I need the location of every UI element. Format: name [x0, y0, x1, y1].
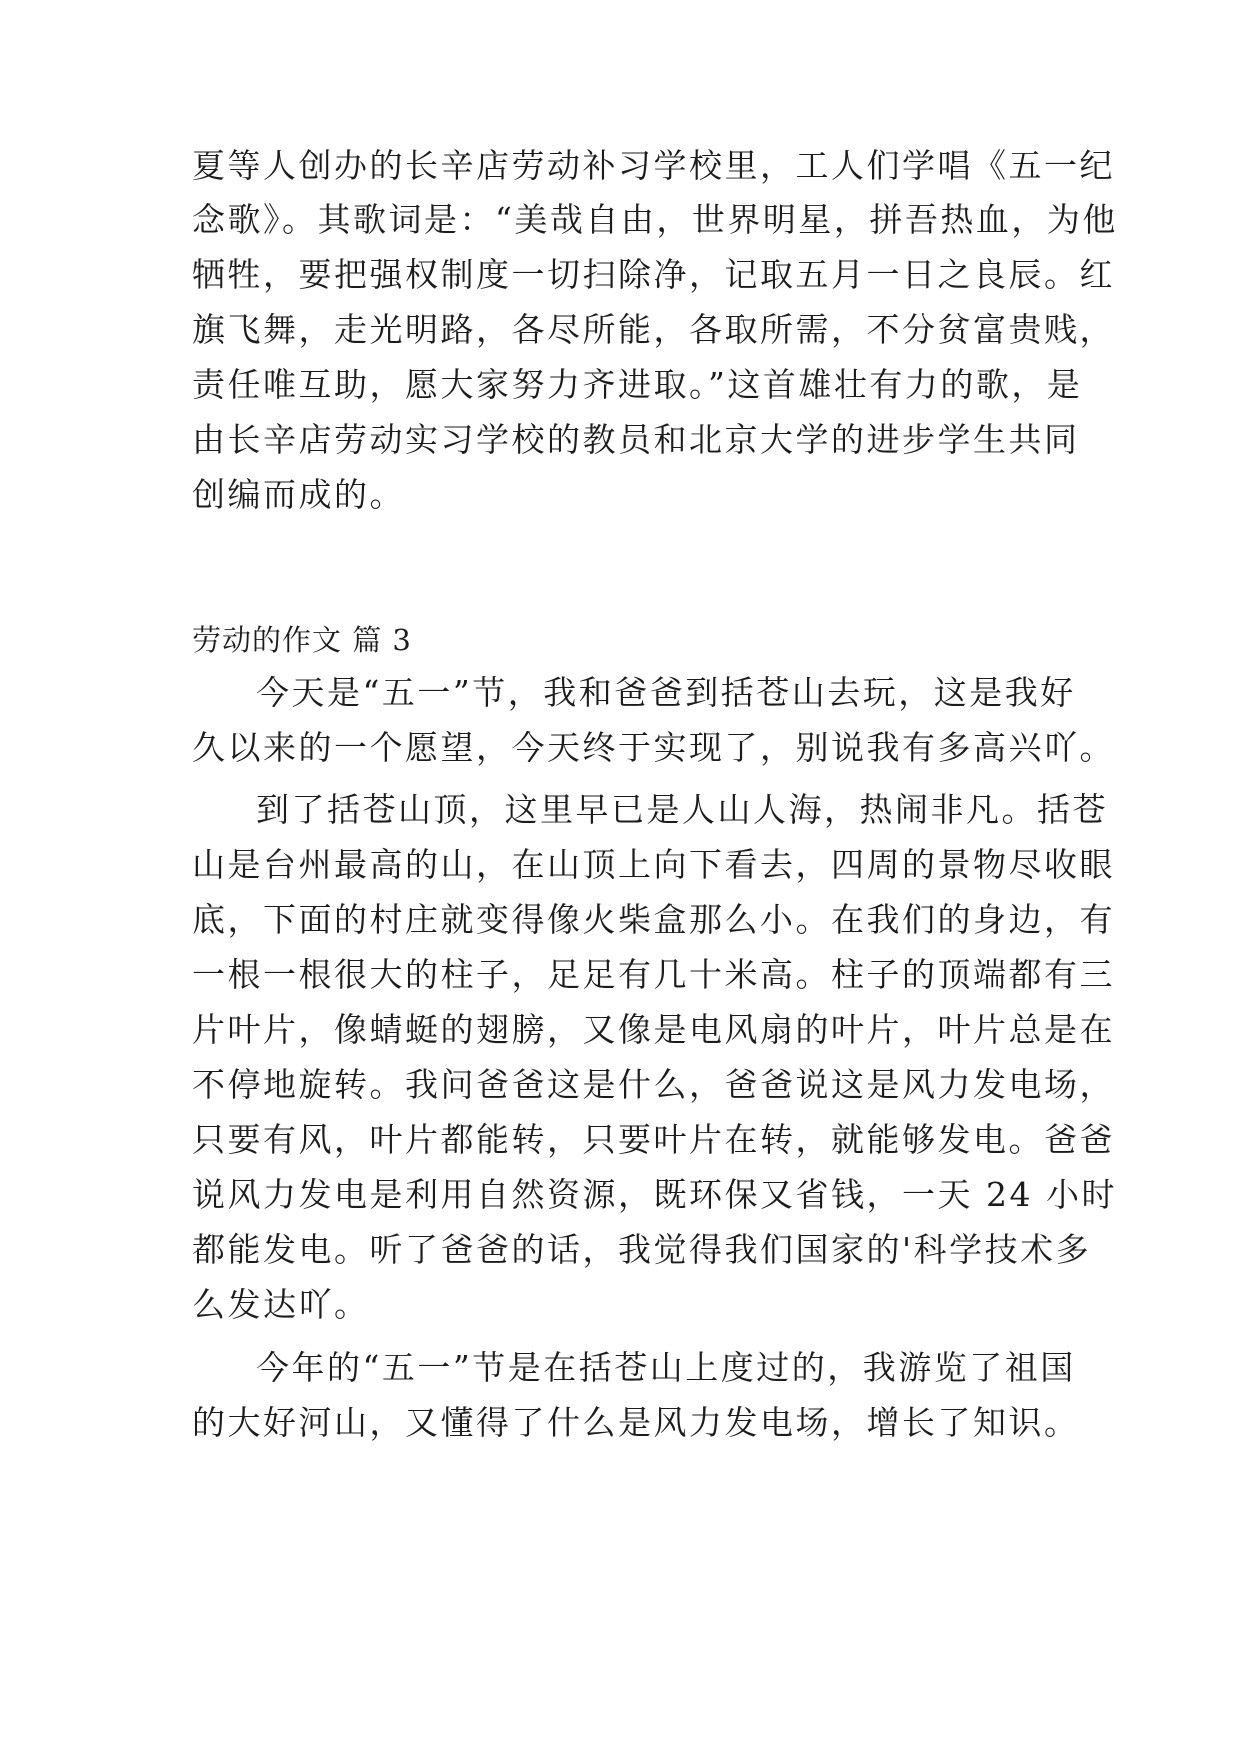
text-line: 久以来的一个愿望，今天终于实现了，别说我有多高兴吖。 — [192, 728, 1115, 767]
text-line: 底，下面的村庄就变得像火柴盒那么小。在我们的身边，有 — [192, 900, 1115, 939]
text-line: 念歌》。其歌词是：“美哉自由，世界明星，拼吾热血，为他 — [192, 200, 1118, 239]
text-line: 么发达吖。 — [192, 1285, 370, 1324]
paragraph-first-line: 到了括苍山顶，这里早已是人山人海，热闹非凡。括苍 — [256, 790, 1108, 829]
paragraph-first-line: 今天是“五一”节，我和爸爸到括苍山去玩，这是我好 — [256, 673, 1076, 712]
text-line: 只要有风，叶片都能转，只要叶片在转，就能够发电。爸爸 — [192, 1120, 1115, 1159]
text-line: 片叶片，像蜻蜓的翅膀，又像是电风扇的叶片，叶片总是在 — [192, 1010, 1115, 1049]
text-line: 山是台州最高的山，在山顶上向下看去，四周的景物尽收眼 — [192, 845, 1115, 884]
text-line: 牺牲，要把强权制度一切扫除净，记取五月一日之良辰。红 — [192, 255, 1115, 294]
text-line: 不停地旋转。我问爸爸这是什么，爸爸说这是风力发电场， — [192, 1065, 1115, 1104]
text-line: 的大好河山，又懂得了什么是风力发电场，增长了知识。 — [192, 1403, 1080, 1442]
text-line: 一根一根很大的柱子，足足有几十米高。柱子的顶端都有三 — [192, 955, 1115, 994]
text-line: 由长辛店劳动实习学校的教员和北京大学的进步学生共同 — [192, 420, 1080, 459]
text-line: 说风力发电是利用自然资源，既环保又省钱，一天 24 小时 — [192, 1175, 1117, 1214]
text-line: 责任唯互助，愿大家努力齐进取。”这首雄壮有力的歌，是 — [192, 365, 1083, 404]
text-line: 都能发电。听了爸爸的话，我觉得我们国家的'科学技术多 — [192, 1230, 1092, 1269]
text-line: 旗飞舞，走光明路，各尽所能，各取所需，不分贫富贵贱， — [192, 310, 1115, 349]
paragraph-first-line: 今年的“五一”节是在括苍山上度过的，我游览了祖国 — [256, 1348, 1076, 1387]
text-line: 创编而成的。 — [192, 475, 405, 514]
text-line: 夏等人创办的长辛店劳动补习学校里，工人们学唱《五一纪 — [192, 146, 1115, 185]
section-heading: 劳动的作文 篇 3 — [192, 623, 412, 657]
